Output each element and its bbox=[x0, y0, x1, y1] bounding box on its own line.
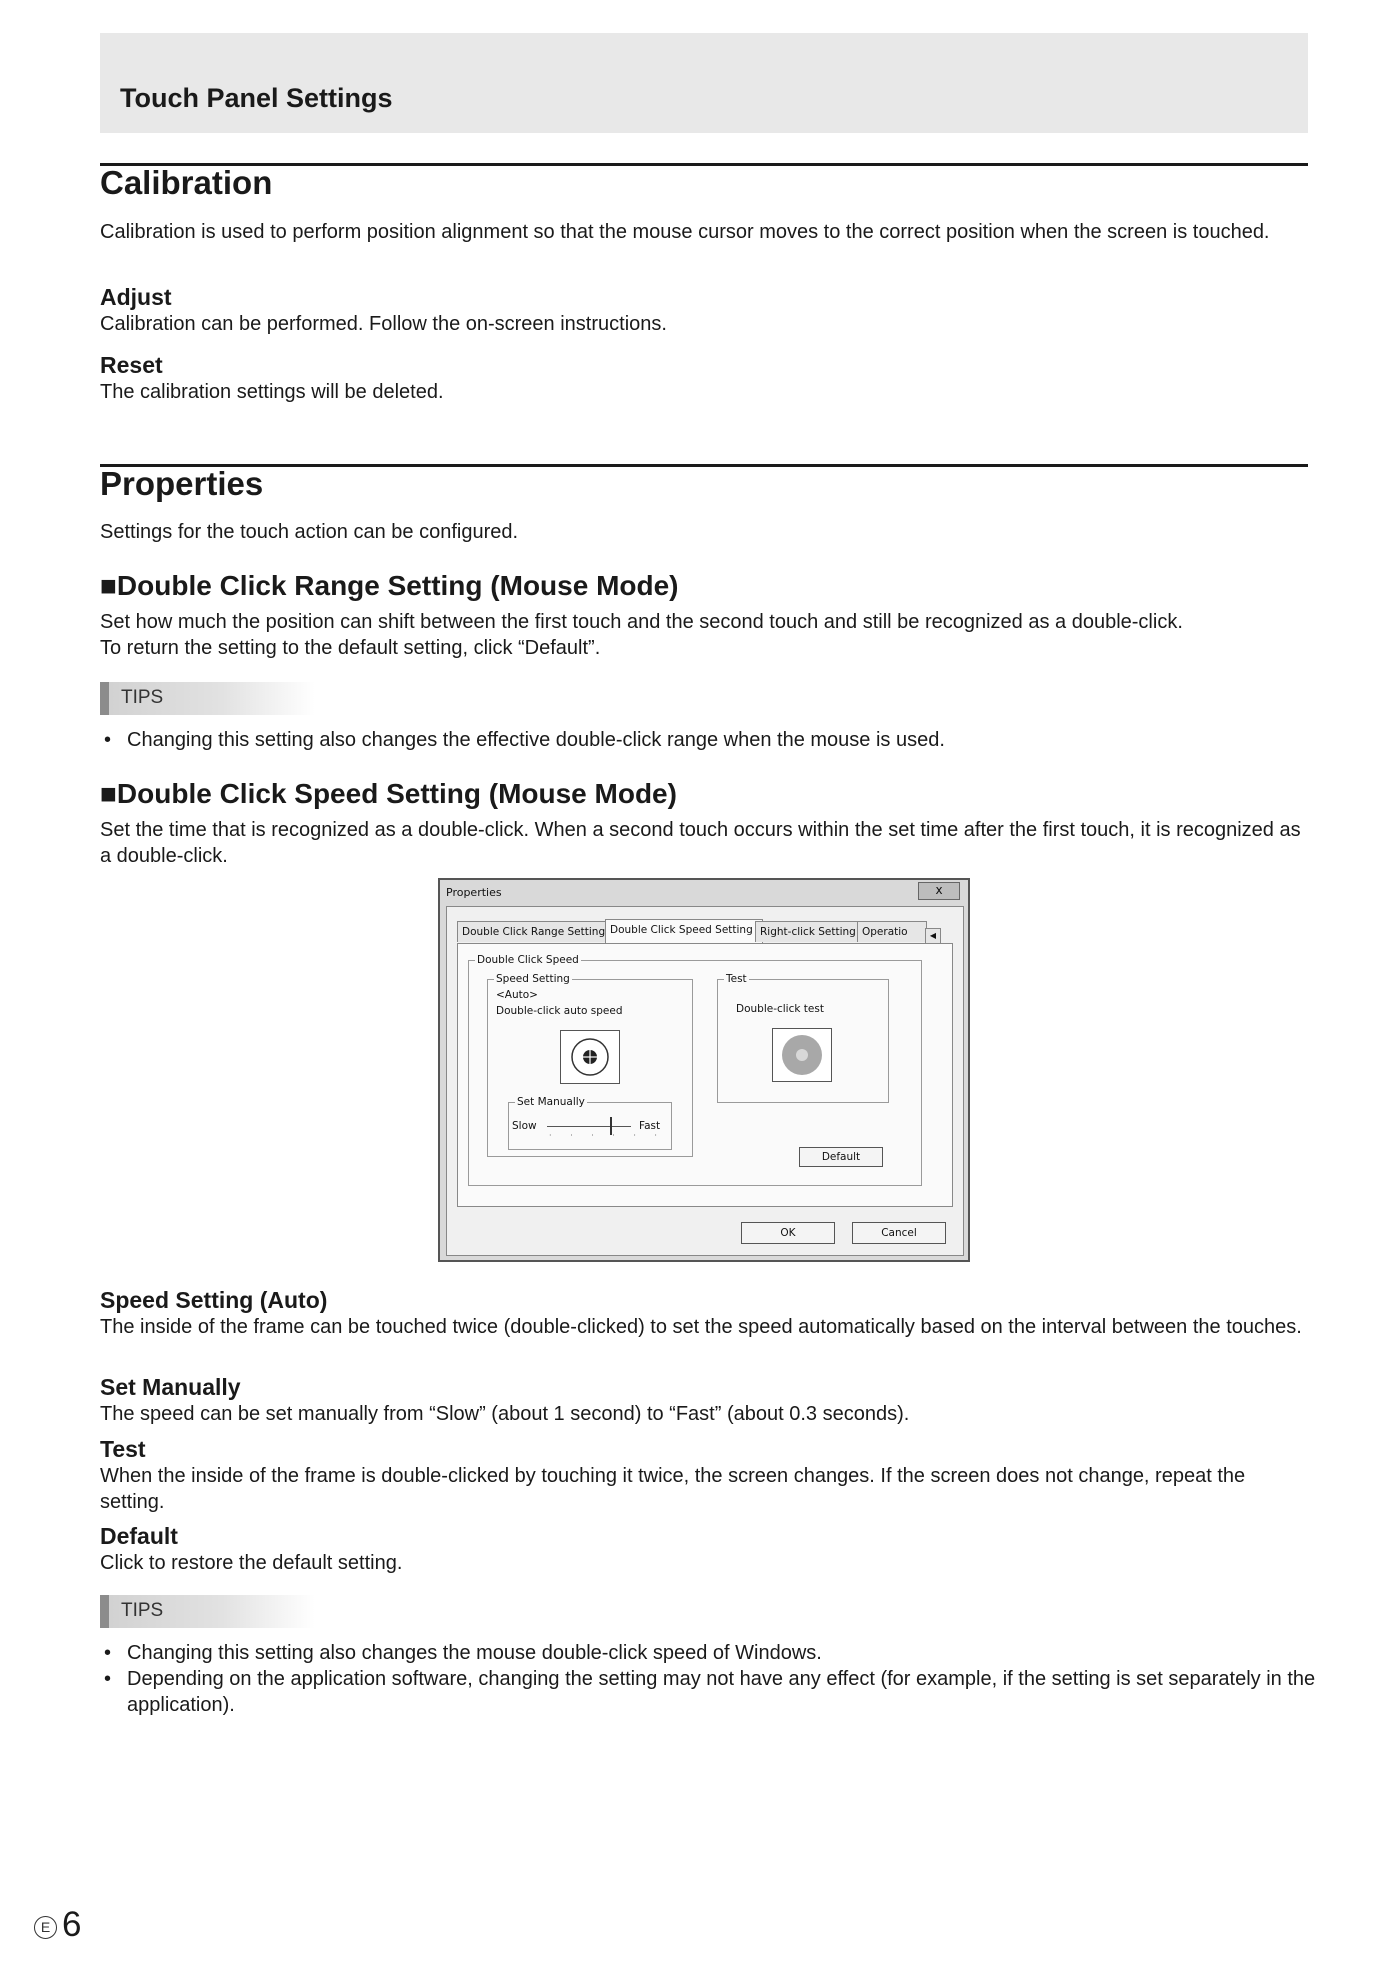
page-number: 6 bbox=[62, 1905, 82, 1944]
calibration-rule bbox=[100, 163, 1308, 166]
tab-operation[interactable]: Operatio bbox=[857, 921, 927, 942]
set-manually-label: Set Manually bbox=[517, 1096, 585, 1108]
speed-setting-title: ■Double Click Speed Setting (Mouse Mode) bbox=[100, 778, 677, 809]
tab-scroll bbox=[925, 923, 957, 939]
default-text: Click to restore the default setting. bbox=[100, 1552, 403, 1574]
test-frame[interactable] bbox=[772, 1028, 832, 1082]
language-badge: E bbox=[34, 1916, 57, 1939]
group-label: Double Click Speed bbox=[477, 954, 579, 966]
cancel-button[interactable]: Cancel bbox=[852, 1222, 946, 1244]
tab-range[interactable]: Double Click Range Setting bbox=[457, 921, 615, 942]
slow-label: Slow bbox=[512, 1120, 537, 1132]
page-header-title: Touch Panel Settings bbox=[120, 83, 393, 113]
dialog-client bbox=[446, 906, 964, 1256]
speed-slider-track[interactable] bbox=[547, 1126, 631, 1127]
auto-label: <Auto> bbox=[496, 989, 538, 1001]
speed-setting-group bbox=[487, 973, 693, 1157]
bullet-icon: • bbox=[104, 1668, 112, 1690]
chevron-left-icon[interactable]: ◀ bbox=[925, 928, 941, 944]
properties-intro: Settings for the touch action can be configured. bbox=[100, 521, 519, 543]
calibration-title: Calibration bbox=[100, 164, 273, 201]
ok-button[interactable]: OK bbox=[741, 1222, 835, 1244]
adjust-heading: Adjust bbox=[100, 284, 172, 310]
tab-strip bbox=[457, 921, 947, 943]
test-text: When the inside of the frame is double-clicked by touching it twice, the screen changes. If the screen does not change, repeat the setting. bbox=[100, 1465, 1246, 1513]
default-heading: Default bbox=[100, 1523, 178, 1549]
slider-ticks: · · · · · · bbox=[549, 1131, 665, 1140]
auto-speed-label: Double-click auto speed bbox=[496, 1005, 623, 1017]
auto-speed-frame[interactable] bbox=[560, 1030, 620, 1084]
dialog-title: Properties bbox=[446, 886, 502, 899]
bullet-icon: • bbox=[104, 729, 112, 751]
properties-dialog bbox=[438, 878, 970, 1262]
tips-label: TIPS bbox=[121, 687, 164, 708]
reset-heading: Reset bbox=[100, 352, 163, 378]
properties-rule bbox=[100, 464, 1308, 467]
test-group-label: Test bbox=[726, 973, 747, 985]
calibration-intro: Calibration is used to perform position alignment so that the mouse cursor moves to the correct position when the screen is touched. bbox=[100, 221, 1270, 243]
adjust-text: Calibration can be performed. Follow the on-screen instructions. bbox=[100, 313, 667, 335]
double-click-speed-group bbox=[468, 954, 922, 1186]
test-heading: Test bbox=[100, 1436, 146, 1462]
page-header bbox=[100, 33, 1308, 133]
bullet-icon: • bbox=[104, 1642, 112, 1664]
speed-group-label: Speed Setting bbox=[496, 973, 570, 985]
tips-bar bbox=[100, 1595, 315, 1628]
tip-text: Changing this setting also changes the effective double-click range when the mouse is used. bbox=[127, 729, 945, 751]
range-setting-title: ■Double Click Range Setting (Mouse Mode) bbox=[100, 570, 679, 601]
properties-title: Properties bbox=[100, 465, 264, 502]
auto-text: The inside of the frame can be touched twice (double-clicked) to set the speed automatically based on the interval between the touches. bbox=[100, 1316, 1302, 1338]
manual-heading: Set Manually bbox=[100, 1374, 241, 1400]
fast-label: Fast bbox=[639, 1120, 661, 1132]
tab-page bbox=[457, 943, 953, 1207]
default-button[interactable]: Default bbox=[799, 1147, 883, 1167]
tip-text: Depending on the application software, changing the setting may not have any effect (for example, if the setting is set separately in the application). bbox=[127, 1668, 1316, 1716]
manual-text: The speed can be set manually from “Slow” (about 1 second) to “Fast” (about 0.3 seconds). bbox=[100, 1403, 910, 1425]
range-setting-line2: To return the setting to the default setting, click “Default”. bbox=[100, 637, 601, 659]
test-group bbox=[717, 973, 889, 1103]
tab-speed[interactable]: Double Click Speed Setting bbox=[605, 919, 763, 943]
range-setting-line1: Set how much the position can shift between the first touch and the second touch and still be recognized as a double-click. bbox=[100, 611, 1183, 633]
test-circle-icon bbox=[773, 1029, 831, 1081]
auto-heading: Speed Setting (Auto) bbox=[100, 1287, 328, 1313]
tips-bar bbox=[100, 682, 315, 715]
tip-text: Changing this setting also changes the mouse double-click speed of Windows. bbox=[127, 1642, 822, 1664]
target-icon bbox=[561, 1031, 619, 1083]
double-click-test-label: Double-click test bbox=[736, 1003, 824, 1015]
set-manually-group bbox=[508, 1096, 672, 1150]
reset-text: The calibration settings will be deleted. bbox=[100, 381, 444, 403]
speed-setting-text: Set the time that is recognized as a double-click. When a second touch occurs within the set time after the first touch, it is recognized as a double-click. bbox=[100, 819, 1301, 867]
tips-label: TIPS bbox=[121, 1600, 164, 1621]
close-icon[interactable]: x bbox=[918, 882, 960, 900]
tab-right-click[interactable]: Right-click Setting bbox=[755, 921, 865, 942]
